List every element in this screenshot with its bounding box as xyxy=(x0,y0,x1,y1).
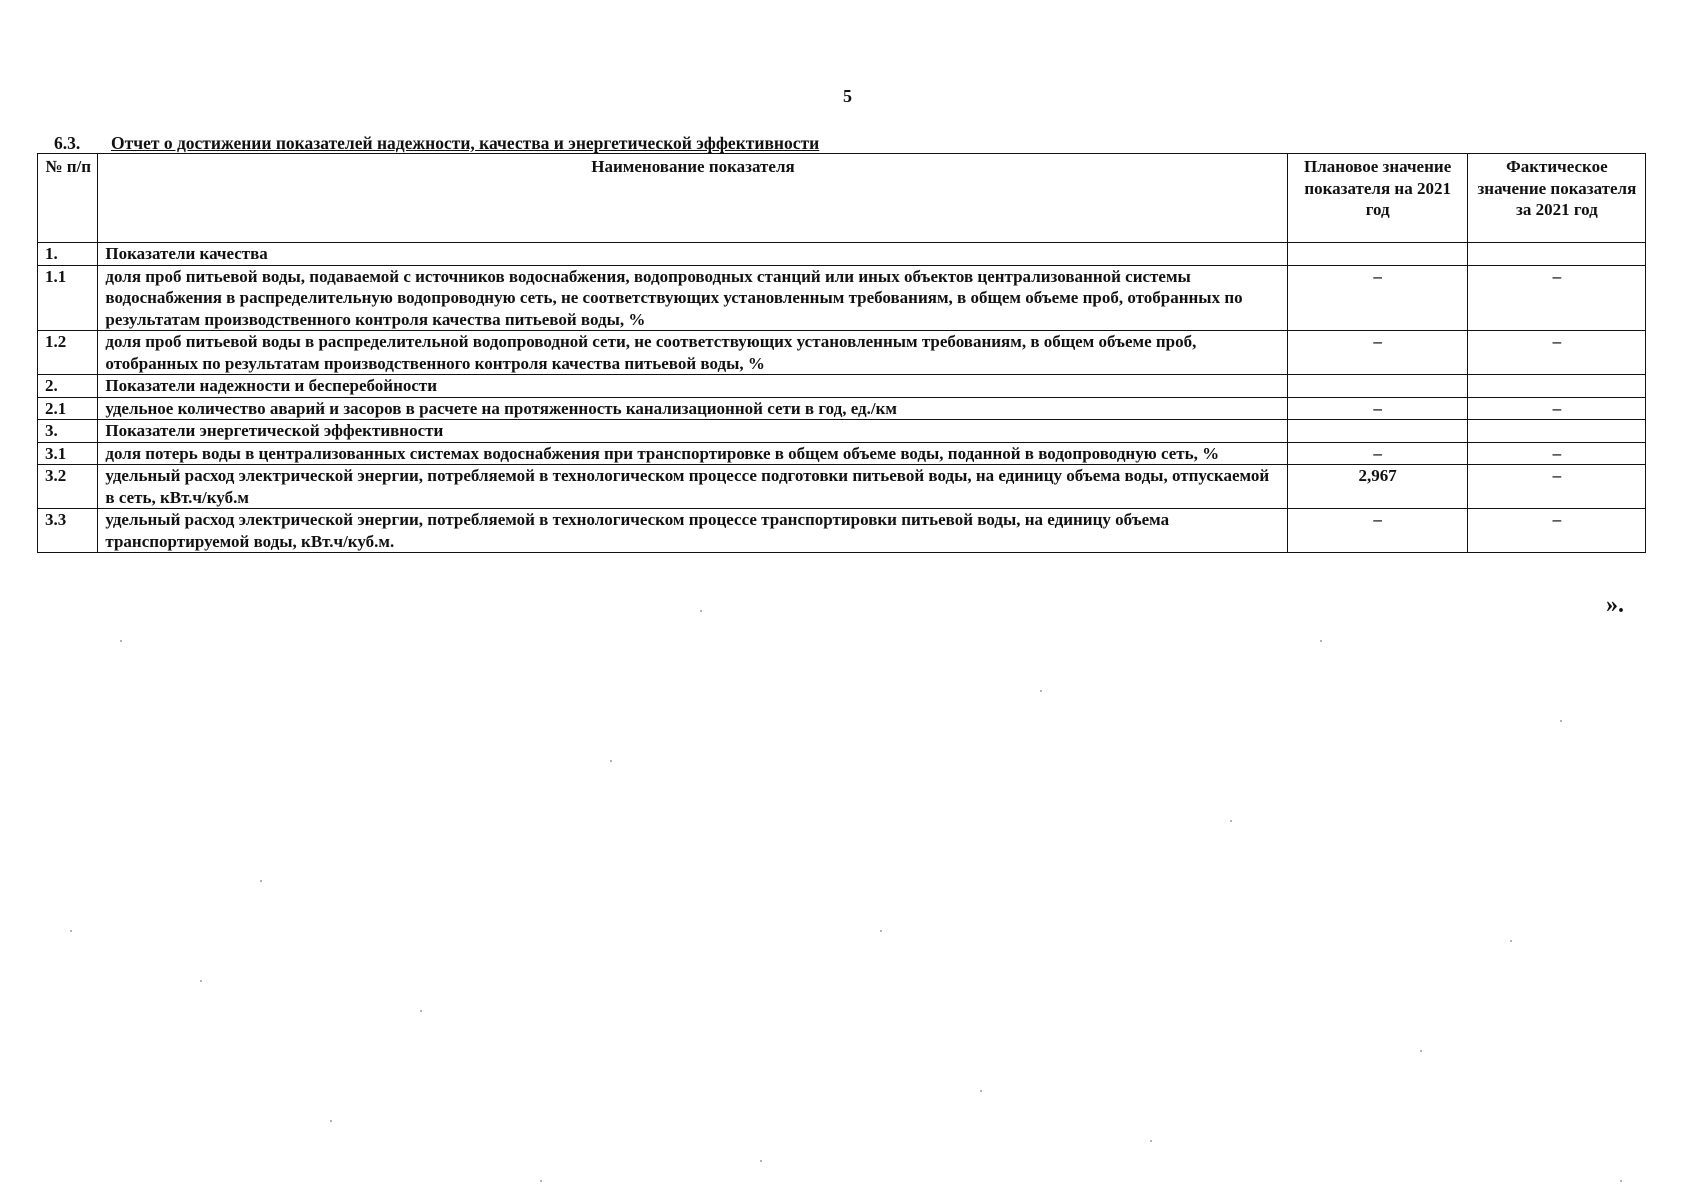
row-number: 3.2 xyxy=(38,465,98,509)
row-indicator-name: доля потерь воды в централизованных системах водоснабжения при транспортировке в общем объеме воды, поданной в водопроводную сеть, % xyxy=(98,442,1287,465)
table-row xyxy=(38,243,1646,266)
table-row xyxy=(38,397,1646,420)
row-fact-value: – xyxy=(1467,465,1645,509)
row-plan-value: – xyxy=(1287,397,1467,420)
table-row xyxy=(38,442,1646,465)
row-number: 3.3 xyxy=(38,509,98,553)
scan-speck xyxy=(420,1010,422,1012)
table-row xyxy=(38,465,1646,509)
section-heading xyxy=(54,133,819,153)
row-indicator-name: удельный расход электрической энергии, потребляемой в технологическом процессе подготовки питьевой воды, на единицу объема воды, отпускаемой в сеть, кВт.ч/куб.м xyxy=(98,465,1287,509)
row-number: 1. xyxy=(38,243,98,266)
scan-speck xyxy=(1620,1180,1622,1182)
scan-speck xyxy=(980,1090,982,1092)
scan-speck xyxy=(700,610,702,612)
scan-speck xyxy=(880,930,882,932)
row-plan-value: – xyxy=(1287,442,1467,465)
table-row xyxy=(38,265,1646,331)
scan-speck xyxy=(260,880,262,882)
row-number: 1.1 xyxy=(38,265,98,331)
scan-speck xyxy=(610,760,612,762)
scan-speck xyxy=(1040,690,1042,692)
row-indicator-name: удельное количество аварий и засоров в расчете на протяженность канализационной сети в год, ед./км xyxy=(98,397,1287,420)
scan-speck xyxy=(70,930,72,932)
page-number: 5 xyxy=(843,86,852,106)
row-indicator-name: доля проб питьевой воды, подаваемой с источников водоснабжения, водопроводных станций или иных объектов централизованной системы водоснабжения в распределительную водопроводную сеть, не соответствующих установленным требованиям, в общем объеме проб, отобранных по результатам производственного контроля качества питьевой воды, % xyxy=(98,265,1287,331)
row-indicator-name: Показатели энергетической эффективности xyxy=(98,420,1287,443)
row-plan-value: – xyxy=(1287,331,1467,375)
closing-quote-mark: ». xyxy=(1606,592,1624,618)
row-fact-value xyxy=(1467,375,1645,398)
header-plan: Плановое значение показателя на 2021 год xyxy=(1287,154,1467,243)
indicators-table xyxy=(37,153,1646,553)
row-number: 3. xyxy=(38,420,98,443)
scan-speck xyxy=(1230,820,1232,822)
row-fact-value xyxy=(1467,243,1645,266)
row-plan-value xyxy=(1287,375,1467,398)
scan-speck xyxy=(330,1120,332,1122)
table-row xyxy=(38,331,1646,375)
row-indicator-name: Показатели надежности и бесперебойности xyxy=(98,375,1287,398)
table-header-row xyxy=(38,154,1646,243)
row-number: 3.1 xyxy=(38,442,98,465)
row-plan-value: – xyxy=(1287,509,1467,553)
table-row xyxy=(38,509,1646,553)
table-row xyxy=(38,375,1646,398)
row-indicator-name: удельный расход электрической энергии, потребляемой в технологическом процессе транспортировки питьевой воды, на единицу объема транспортируемой воды, кВт.ч/куб.м. xyxy=(98,509,1287,553)
row-plan-value: 2,967 xyxy=(1287,465,1467,509)
scan-speck xyxy=(540,1180,542,1182)
row-plan-value xyxy=(1287,243,1467,266)
row-indicator-name: доля проб питьевой воды в распределительной водопроводной сети, не соответствующих установленным требованиям, в общем объеме проб, отобранных по результатам производственного контроля качества питьевой воды, % xyxy=(98,331,1287,375)
row-fact-value: – xyxy=(1467,265,1645,331)
table-row xyxy=(38,420,1646,443)
scan-speck xyxy=(200,980,202,982)
scan-speck xyxy=(120,640,122,642)
section-number: 6.3. xyxy=(54,133,81,153)
row-number: 2.1 xyxy=(38,397,98,420)
row-number: 1.2 xyxy=(38,331,98,375)
section-title: Отчет о достижении показателей надежности, качества и энергетической эффективности xyxy=(111,133,820,153)
row-fact-value: – xyxy=(1467,331,1645,375)
row-indicator-name: Показатели качества xyxy=(98,243,1287,266)
row-fact-value: – xyxy=(1467,509,1645,553)
row-fact-value: – xyxy=(1467,397,1645,420)
scan-speck xyxy=(1320,640,1322,642)
row-fact-value xyxy=(1467,420,1645,443)
scan-speck xyxy=(1560,720,1562,722)
scan-speck xyxy=(1150,1140,1152,1142)
row-fact-value: – xyxy=(1467,442,1645,465)
scan-speck xyxy=(1510,940,1512,942)
header-num: № п/п xyxy=(38,154,98,243)
scan-speck xyxy=(760,1160,762,1162)
scan-speck xyxy=(1420,1050,1422,1052)
row-number: 2. xyxy=(38,375,98,398)
header-fact: Фактическое значение показателя за 2021 год xyxy=(1467,154,1645,243)
header-name: Наименование показателя xyxy=(98,154,1287,243)
row-plan-value xyxy=(1287,420,1467,443)
row-plan-value: – xyxy=(1287,265,1467,331)
